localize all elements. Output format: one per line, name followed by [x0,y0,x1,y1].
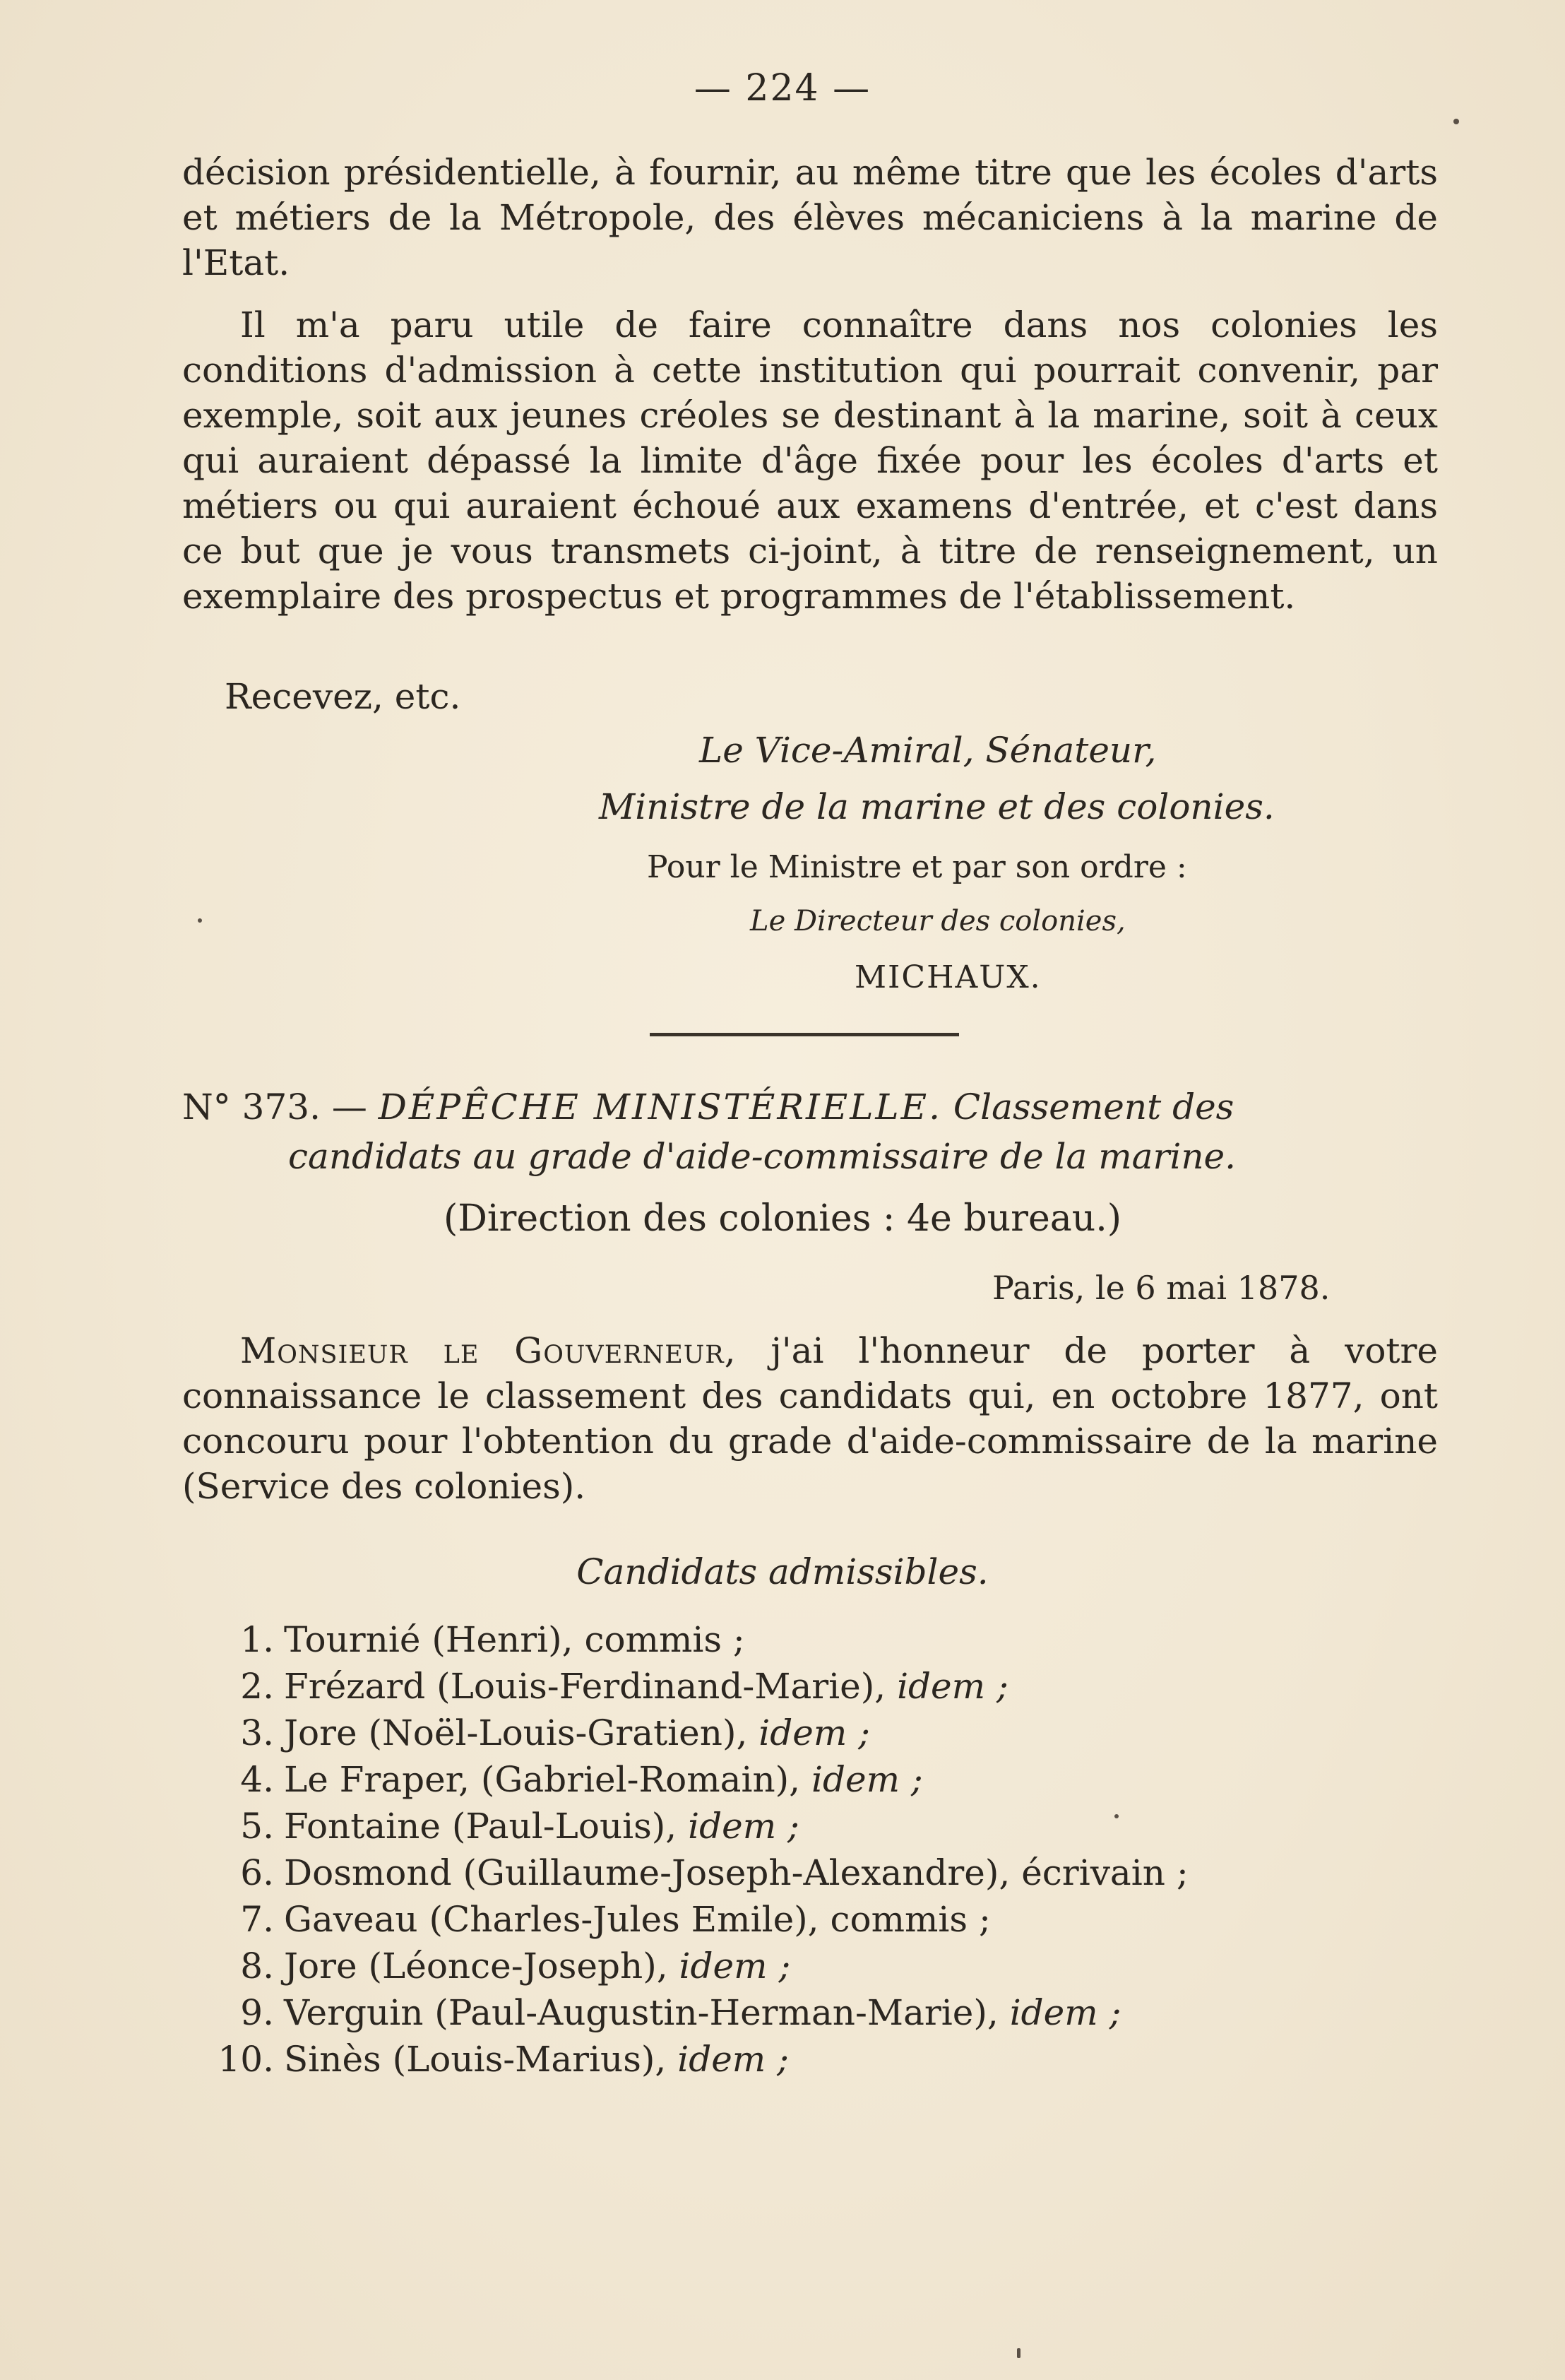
list-item-number: 6. [240,1852,274,1893]
paragraph-continuation: décision présidentielle, à fournir, au même titre que les écoles d'arts et métiers de la Métropole, des élèves mécaniciens à la marine de l'Etat. [182,152,1438,283]
closing-formula: Recevez, etc. [225,676,461,717]
candidate-name: Jore (Noël-Louis-Gratien), [284,1712,748,1753]
list-title: Candidats admissibles. [576,1551,989,1592]
candidate-name: Gaveau (Charles-Jules Emile), [284,1899,819,1940]
announcement-body: j'ai l'honneur de porter à votre connaissance le classement des candidats qui, en octobre 1877, ont concouru pour l'obtention du grade d'aide-commissaire de la marine (Service des colonies). [182,1330,1439,1507]
signature-name: MICHAUX. [855,959,1042,995]
list-item-number: 10. [218,2039,274,2080]
candidate-qualification: écrivain ; [1021,1852,1189,1893]
list-item-number: 9. [240,1992,274,2033]
signature-director: Le Directeur des colonies, [750,905,1126,937]
list-item [205,1710,1189,1756]
list-item-number: 1. [240,1619,274,1660]
candidate-name: Tournié (Henri), [284,1619,573,1660]
paragraph-announcement [182,1328,1438,1509]
list-item [205,1989,1189,2036]
signature-title: Le Vice-Amiral, Sénateur, [699,730,1157,771]
list-item [205,2036,1189,2083]
candidate-qualification: idem ; [679,1946,791,1987]
candidate-qualification: idem ; [897,1666,1008,1707]
candidate-name: Verguin (Paul-Augustin-Herman-Marie), [284,1992,999,2033]
candidate-qualification: idem ; [811,1759,923,1800]
candidate-qualification: commis ; [830,1899,991,1940]
list-item-number: 4. [240,1759,274,1800]
candidate-name: Frézard (Louis-Ferdinand-Marie), [284,1666,886,1707]
candidate-name: Sinès (Louis-Marius), [284,2039,667,2080]
paper-spot [1114,1814,1119,1818]
heading-subject-continued: candidats au grade d'aide-commissaire de la marine. [288,1136,1237,1177]
paper-spot [198,918,202,923]
section-divider [650,1033,959,1036]
candidate-name: Jore (Léonce-Joseph), [284,1946,668,1987]
direction-line: (Direction des colonies : 4e bureau.) [443,1197,1122,1240]
candidate-qualification: idem ; [758,1712,871,1753]
signature-ministry: Ministre de la marine et des colonies. [599,786,1275,827]
list-item-number: 7. [240,1899,274,1940]
list-item [205,1616,1189,1663]
section-heading [182,1084,1438,1130]
list-item [205,1896,1189,1943]
candidate-qualification: idem ; [677,2039,789,2080]
list-item-number: 8. [240,1946,274,1987]
page-number: — 224 — [694,67,871,109]
candidate-list [205,1616,1189,2083]
list-item [205,1756,1189,1803]
list-item-number: 5. [240,1806,274,1847]
paragraph-colonies: Il m'a paru utile de faire connaître dans nos colonies les conditions d'admission à cette institution qui pourrait convenir, par exemple, soit aux jeunes créoles se destinant à la marine, soit à ceux qui auraient dépassé la limite d'âge fixée pour les écoles d'arts et métiers ou qui auraient échoué aux examens d'entrée, et c'est dans ce but que je vous transmets ci-joint, à titre de renseignement, un exemplaire des prospectus et programmes de l'établissement. [182,304,1438,617]
list-item [205,1803,1189,1849]
heading-number: N° 373. — [182,1087,367,1127]
list-item [205,1663,1189,1710]
dispatch-date: Paris, le 6 mai 1878. [992,1269,1331,1307]
list-item [205,1943,1189,1989]
list-item [205,1849,1189,1896]
candidate-qualification: commis ; [584,1619,745,1660]
candidate-qualification: idem ; [688,1806,799,1847]
paper-spot [1017,2348,1020,2358]
paper-spot [1453,119,1459,124]
heading-subject: Classement des [953,1087,1234,1127]
candidate-name: Fontaine (Paul-Louis), [284,1806,677,1847]
candidate-name: Dosmond (Guillaume-Joseph-Alexandre), [284,1852,1011,1893]
list-item-number: 3. [240,1712,274,1753]
signature-delegation: Pour le Ministre et par son ordre : [647,849,1187,885]
list-item-number: 2. [240,1666,274,1707]
salutation: Monsieur le Gouverneur, [240,1330,737,1371]
heading-title: DÉPÊCHE MINISTÉRIELLE. [378,1087,943,1127]
candidate-name: Le Fraper, (Gabriel-Romain), [284,1759,801,1800]
candidate-qualification: idem ; [1009,1992,1121,2033]
